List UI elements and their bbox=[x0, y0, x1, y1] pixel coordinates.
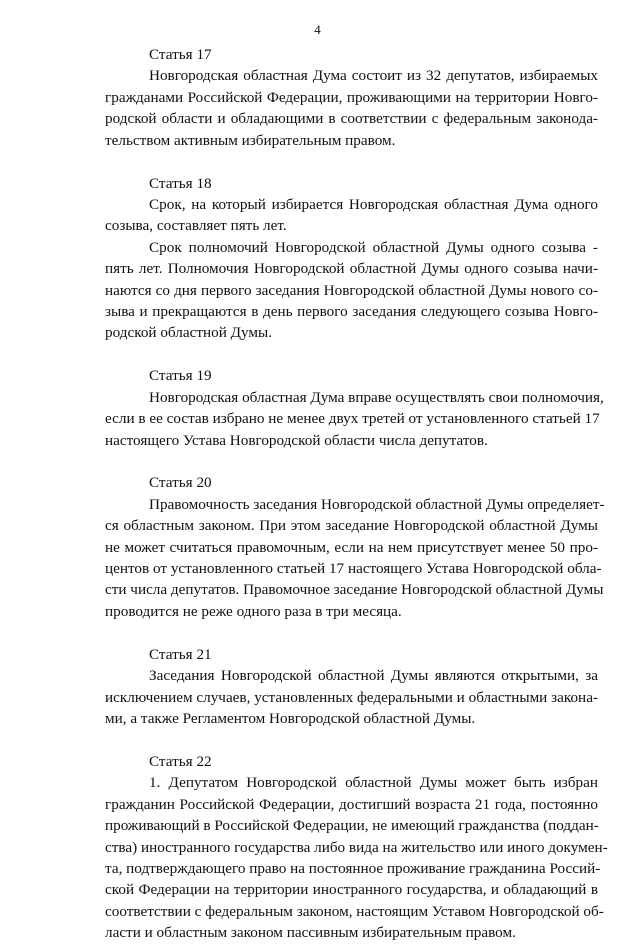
text-line: гражданами Российской Федерации, проживающими на территории Новго- bbox=[105, 88, 598, 106]
text-line: ми, а также Регламентом Новгородской областной Думы. bbox=[105, 709, 476, 727]
text-line: центов от установленного статьей 17 настоящего Устава Новгородской обла- bbox=[105, 560, 602, 578]
text-line: гражданин Российской Федерации, достигший возраста 21 года, постоянно bbox=[105, 795, 598, 813]
text-line: ласти и областным законом пассивным избирательным правом. bbox=[105, 924, 516, 942]
article-section bbox=[105, 644, 598, 730]
text-line: ства) иностранного государства либо вида на жительство или иного докумен- bbox=[105, 838, 608, 856]
text-line: соответствии с федеральным законом, настоящим Уставом Новгородской об- bbox=[105, 902, 604, 920]
text-line: созыва, составляет пять лет. bbox=[105, 217, 287, 235]
article-section bbox=[105, 173, 598, 344]
article-section bbox=[105, 751, 608, 944]
text-line: Новгородская областная Дума состоит из 32 депутатов, избираемых bbox=[149, 67, 598, 85]
text-line: ской Федерации на территории иностранного государства, и обладающий в bbox=[105, 881, 598, 899]
text-line: тельством активным избирательным правом. bbox=[105, 131, 396, 149]
article-heading: Статья 20 bbox=[149, 474, 212, 492]
article-paragraph bbox=[105, 772, 608, 943]
article-heading: Статья 17 bbox=[149, 46, 212, 63]
text-line: зыва и прекращаются в день первого заседания следующего созыва Новго- bbox=[105, 302, 598, 320]
article-section bbox=[105, 365, 604, 451]
text-line: 1. Депутатом Новгородской областной Думы может быть избран bbox=[149, 774, 598, 792]
article-paragraph bbox=[105, 494, 605, 622]
text-line: сти числа депутатов. Правомочное заседание Новгородской областной Думы bbox=[105, 581, 604, 599]
page-number: 4 bbox=[314, 22, 321, 37]
text-line: наются со дня первого заседания Новгородской областной Думы нового со- bbox=[105, 281, 598, 299]
text-line: не может считаться правомочным, если на нем присутствует менее 50 про- bbox=[105, 538, 598, 556]
text-line: та, подтверждающего право на постоянное проживание гражданина Россий- bbox=[105, 859, 601, 877]
text-line: проживающий в Российской Федерации, не имеющий гражданства (поддан- bbox=[105, 817, 599, 835]
article-heading: Статья 18 bbox=[149, 174, 212, 192]
article-paragraph bbox=[105, 665, 598, 729]
article-section bbox=[105, 472, 605, 622]
article-paragraph bbox=[105, 65, 598, 151]
article-heading: Статья 22 bbox=[149, 752, 212, 770]
text-line: настоящего Устава Новгородской области числа депутатов. bbox=[105, 431, 488, 449]
article-paragraph bbox=[105, 237, 598, 344]
document-body bbox=[105, 44, 608, 944]
text-line: Срок полномочий Новгородской областной Думы одного созыва - bbox=[149, 238, 598, 256]
article-paragraph bbox=[105, 194, 598, 237]
article-section bbox=[105, 44, 598, 151]
text-line: родской области и обладающими в соответствии с федеральным законода- bbox=[105, 110, 598, 128]
text-line: если в ее состав избрано не менее двух третей от установленного статьей 17 bbox=[105, 410, 600, 428]
text-line: Заседания Новгородской областной Думы являются открытыми, за bbox=[149, 667, 598, 685]
text-line: Срок, на который избирается Новгородская областная Дума одного bbox=[149, 195, 598, 213]
text-line: Новгородская областная Дума вправе осуществлять свои полномочия, bbox=[149, 388, 604, 406]
text-line: исключением случаев, установленных федеральными и областными закона- bbox=[105, 688, 598, 706]
text-line: ся областным законом. При этом заседание Новгородской областной Думы bbox=[105, 517, 598, 535]
text-line: пять лет. Полномочия Новгородской областной Думы одного созыва начи- bbox=[105, 260, 598, 278]
article-heading: Статья 19 bbox=[149, 367, 212, 385]
text-line: Правомочность заседания Новгородской областной Думы определяет- bbox=[149, 495, 605, 513]
article-paragraph bbox=[105, 387, 604, 451]
text-line: родской областной Думы. bbox=[105, 324, 272, 342]
text-line: проводится не реже одного раза в три месяца. bbox=[105, 602, 402, 620]
article-heading: Статья 21 bbox=[149, 645, 212, 663]
